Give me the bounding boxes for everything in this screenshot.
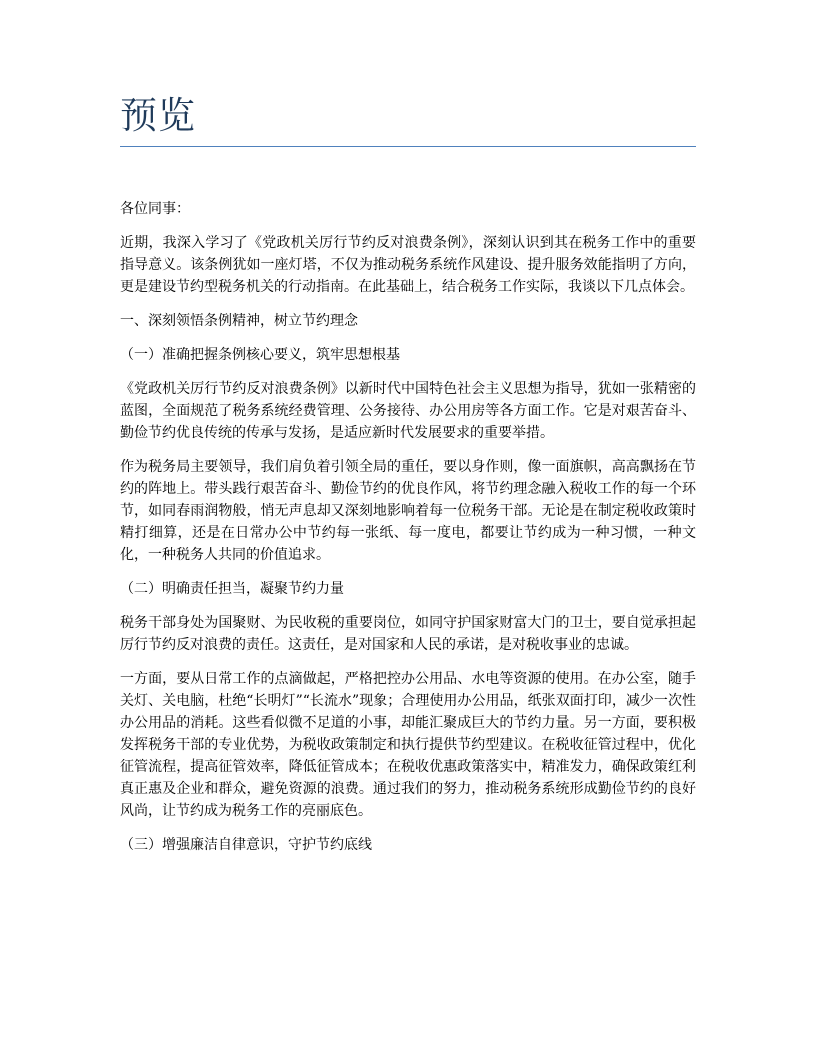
subsection-heading-1: （一）准确把握条例核心要义，筑牢思想根基 [120, 347, 400, 363]
body-paragraph-4: 一方面，要从日常工作的点滴做起，严格把控办公用品、水电等资源的使用。在办公室，随手关灯、关电脑，杜绝“长明灯”“长流水”现象；合理使用办公用品，纸张双面打印，减少一次性办公用品的消耗。这些看似微不足道的小事，却能汇聚成巨大的节约力量。另一方面，要积极发挥税务干部的专业优势，为税收政策制定和执行提供节约型建议。在税收征管过程中，优化征管流程，提高征管效率，降低征管成本；在税收优惠政策落实中，精准发力，确保政策红利真正惠及企业和群众，避免资源的浪费。通过我们的努力，推动税务系统形成勤俭节约的良好风尚，让节约成为税务工作的亮丽底色。 [120, 671, 696, 819]
intro-paragraph: 近期，我深入学习了《党政机关厉行节约反对浪费条例》，深刻认识到其在税务工作中的重要指导意义。该条例犹如一座灯塔，不仅为推动税务系统作风建设、提升服务效能指明了方向，更是建设节约型税务机关的行动指南。在此基础上，结合税务工作实际，我谈以下几点体会。 [120, 235, 696, 295]
section-heading-1: 一、深刻领悟条例精神，树立节约理念 [120, 313, 358, 329]
body-paragraph-2: 作为税务局主要领导，我们肩负着引领全局的重任，要以身作则，像一面旗帜，高高飘扬在节约的阵地上。带头践行艰苦奋斗、勤俭节约的优良作风，将节约理念融入税收工作的每一个环节，如同春雨润物般，悄无声息却又深刻地影响着每一位税务干部。无论是在制定税收政策时精打细算，还是在日常办公中节约每一张纸、每一度电，都要让节约成为一种习惯，一种文化，一种税务人共同的价值追求。 [120, 459, 696, 563]
salutation: 各位同事： [120, 201, 190, 217]
document-body [120, 198, 696, 868]
body-paragraph-1: 《党政机关厉行节约反对浪费条例》以新时代中国特色社会主义思想为指导，犹如一张精密的蓝图，全面规范了税务系统经费管理、公务接待、办公用房等各方面工作。它是对艰苦奋斗、勤俭节约优良传统的传承与发扬，是适应新时代发展要求的重要举措。 [120, 381, 696, 441]
title-divider [120, 146, 696, 147]
body-paragraph-3: 税务干部身处为国聚财、为民收税的重要岗位，如同守护国家财富大门的卫士，要自觉承担起厉行节约反对浪费的责任。这责任，是对国家和人民的承诺，是对税收事业的忠诚。 [120, 615, 696, 653]
subsection-heading-3: （三）增强廉洁自律意识，守护节约底线 [120, 837, 372, 853]
page-title: 预览 [120, 94, 196, 137]
subsection-heading-2: （二）明确责任担当，凝聚节约力量 [120, 581, 344, 597]
